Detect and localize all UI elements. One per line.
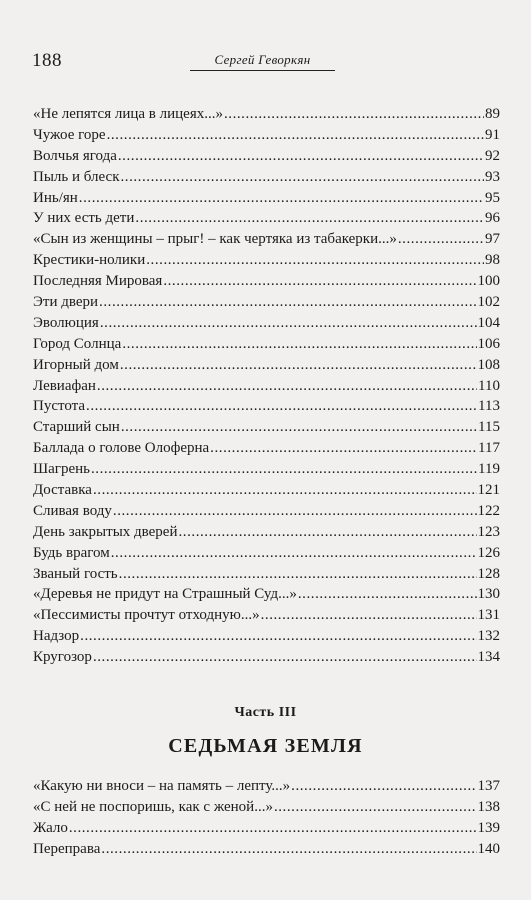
toc-entry (33, 396, 500, 417)
toc-entry-page: 134 (477, 649, 500, 666)
dot-leader (135, 208, 484, 229)
toc-entry-page: 100 (477, 273, 500, 290)
toc-entry (33, 146, 500, 167)
toc-list-part-two (33, 104, 500, 668)
dot-leader (97, 376, 477, 397)
toc-entry (33, 501, 500, 522)
toc-entry-page: 110 (478, 377, 500, 394)
dot-leader (93, 647, 477, 668)
toc-entry (33, 564, 500, 585)
toc-entry-page: 140 (477, 840, 500, 857)
toc-entry-page: 130 (477, 586, 500, 603)
page-number: 188 (32, 50, 62, 71)
toc-entry-title: «Сын из женщины – прыг! – как чертяка из табакерки...» (33, 231, 397, 248)
dot-leader (298, 584, 477, 605)
toc-entry (33, 313, 500, 334)
toc-entry-title: Пустота (33, 398, 86, 415)
toc-entry (33, 271, 500, 292)
toc-list-part-three (33, 776, 500, 860)
dot-leader (99, 292, 476, 313)
toc-entry-page: 138 (477, 798, 500, 815)
toc-entry (33, 355, 500, 376)
toc-entry-page: 102 (477, 294, 500, 311)
toc-entry (33, 188, 500, 209)
dot-leader (120, 167, 484, 188)
toc-entry (33, 292, 500, 313)
toc-entry-title: Сливая воду (33, 502, 112, 519)
part-label: Часть III (234, 705, 297, 720)
toc-entry-page: 93 (485, 168, 500, 185)
toc-entry-page: 104 (477, 314, 500, 331)
dot-leader (118, 146, 484, 167)
dot-leader (210, 438, 477, 459)
dot-leader (93, 480, 477, 501)
toc-entry-title: Игорный дом (33, 356, 119, 373)
toc-entry-page: 117 (478, 440, 500, 457)
toc-entry-page: 137 (477, 778, 500, 794)
toc-entry-page: 115 (478, 419, 500, 436)
toc-entry (33, 459, 500, 480)
running-header: Сергей Геворкян (214, 52, 311, 67)
toc-entry (33, 543, 500, 564)
toc-entry-title: Инь/ян (33, 189, 78, 206)
toc-entry (33, 647, 500, 668)
toc-entry-title: Чужое горе (33, 126, 106, 143)
toc-entry-page: 123 (477, 523, 500, 540)
toc-entry (33, 605, 500, 626)
toc-entry-page: 131 (477, 607, 500, 624)
toc-entry (33, 417, 500, 438)
toc-entry (33, 776, 500, 797)
toc-entry-title: У них есть дети (33, 210, 135, 227)
dot-leader (398, 229, 484, 250)
toc-entry (33, 104, 500, 125)
toc-entry-title: Переправа (33, 840, 101, 857)
toc-entry-page: 95 (485, 189, 500, 206)
dot-leader (179, 522, 477, 543)
toc-entry-page: 132 (477, 628, 500, 645)
toc-entry-title: «Не лепятся лица в лицеях...» (33, 106, 223, 122)
dot-leader (224, 104, 484, 125)
toc-entry-page: 96 (485, 210, 500, 227)
toc-entry (33, 797, 500, 818)
toc-entry (33, 250, 500, 271)
toc-entry-page: 121 (477, 482, 500, 499)
toc-entry-page: 91 (485, 126, 500, 143)
toc-entry (33, 584, 500, 605)
dot-leader (291, 776, 476, 797)
toc-entry-title: Эволюция (33, 314, 99, 331)
toc-entry-page: 119 (478, 461, 500, 478)
toc-entry-title: Волчья ягода (33, 147, 117, 164)
dot-leader (100, 313, 477, 334)
toc-entry (33, 229, 500, 250)
toc-entry-title: Шагрень (33, 461, 90, 478)
header-rule (190, 70, 335, 71)
dot-leader (80, 626, 476, 647)
dot-leader (101, 839, 476, 860)
toc-entry-title: «С ней не поспоришь, как с женой...» (33, 798, 273, 815)
toc-entry (33, 480, 500, 501)
toc-entry (33, 334, 500, 355)
toc-entry (33, 839, 500, 860)
dot-leader (120, 355, 477, 376)
toc-entry-title: Надзор (33, 628, 80, 645)
dot-leader (163, 271, 476, 292)
toc-entry-page: 89 (485, 106, 500, 122)
toc-entry-title: Последняя Мировая (33, 273, 163, 290)
toc-entry (33, 376, 500, 397)
toc-entry-title: Баллада о голове Олоферна (33, 440, 210, 457)
dot-leader (91, 459, 477, 480)
toc-entry-page: 92 (485, 147, 500, 164)
toc-entry-page: 106 (477, 335, 500, 352)
toc-entry-title: Званый гость (33, 565, 118, 582)
dot-leader (86, 396, 477, 417)
dot-leader (111, 543, 477, 564)
toc-entry-page: 97 (485, 231, 500, 248)
toc-entry (33, 167, 500, 188)
toc-entry-page: 98 (485, 252, 500, 269)
dot-leader (274, 797, 477, 818)
toc-entry (33, 438, 500, 459)
dot-leader (119, 564, 477, 585)
dot-leader (261, 605, 477, 626)
toc-entry-title: Старший сын (33, 419, 120, 436)
toc-entry-title: Город Солнца (33, 335, 122, 352)
toc-entry-page: 139 (477, 819, 500, 836)
toc-entry-title: Левиафан (33, 377, 96, 394)
toc-entry-page: 113 (478, 398, 500, 415)
toc-entry-title: «Какую ни вноси – на память – лепту...» (33, 778, 291, 794)
toc-entry-title: Доставка (33, 482, 92, 499)
toc-entry-page: 108 (477, 356, 500, 373)
toc-entry (33, 208, 500, 229)
toc-entry-title: Жало (33, 819, 68, 836)
toc-entry (33, 125, 500, 146)
toc-entry-title: «Деревья не придут на Страшный Суд...» (33, 586, 297, 603)
toc-entry (33, 522, 500, 543)
toc-entry-page: 122 (477, 502, 500, 519)
toc-entry-title: Будь врагом (33, 544, 110, 561)
toc-entry-title: Эти двери (33, 294, 99, 311)
dot-leader (107, 125, 484, 146)
dot-leader (69, 818, 477, 839)
toc-entry-title: «Пессимисты прочтут отходную...» (33, 607, 260, 624)
dot-leader (122, 334, 476, 355)
dot-leader (79, 188, 484, 209)
dot-leader (146, 250, 484, 271)
toc-entry (33, 818, 500, 839)
toc-entry (33, 626, 500, 647)
toc-entry-page: 126 (477, 544, 500, 561)
toc-entry-title: Крестики-нолики (33, 252, 146, 269)
toc-entry-page: 128 (477, 565, 500, 582)
toc-entry-title: Кругозор (33, 649, 92, 666)
part-title: СЕДЬМАЯ ЗЕМЛЯ (168, 735, 363, 757)
dot-leader (113, 501, 477, 522)
toc-entry-title: Пыль и блеск (33, 168, 120, 185)
dot-leader (121, 417, 477, 438)
toc-entry-title: День закрытых дверей (33, 523, 178, 540)
